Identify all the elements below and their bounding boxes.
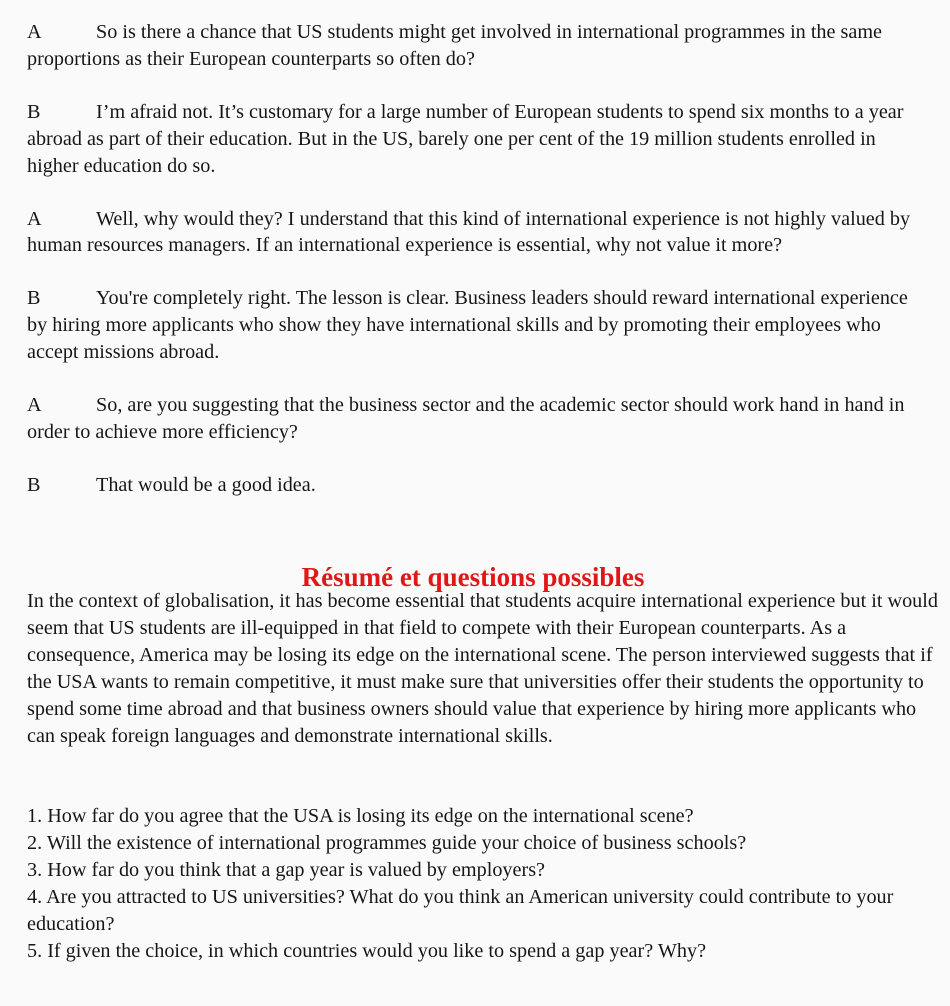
dialogue-turn-2: [27, 99, 917, 180]
summary-paragraph: In the context of globalisation, it has become essential that students acquire international experience but it would seem that US students are ill-equipped in that field to compete with their European counterparts. As a consequence, America may be losing its edge on the international scene. The person interviewed suggests that if the USA wants to remain competitive, it must make sure that universities offer their students the opportunity to spend some time abroad and that business owners should value that experience by hiring more applicants who can speak foreign languages and demonstrate international skills.: [27, 590, 938, 747]
speaker-label: B: [27, 287, 41, 310]
question-item: 3. How far do you think that a gap year is valued by employers?: [27, 858, 546, 881]
question-item: 5. If given the choice, in which countries would you like to spend a gap year? Why?: [27, 939, 707, 962]
dialogue-text: So, are you suggesting that the business sector and the academic sector should work hand in hand in order to achieve more efficiency?: [27, 394, 905, 443]
dialogue-text: Well, why would they? I understand that this kind of international experience is not highly valued by human resources managers. If an international experience is essential, why not value it more?: [27, 207, 911, 257]
dialogue-text: So is there a chance that US students might get involved in international programmes in the same proportions as their European counterparts so often do?: [27, 21, 883, 70]
dialogue-text: That would be a good idea.: [96, 473, 316, 496]
dialogue-text: You're completely right. The lesson is clear. Business leaders should reward international experience by hiring more applicants who show they have international skills and by promoting their employees who accept missions abroad.: [27, 287, 908, 364]
speaker-label: B: [27, 100, 41, 123]
interview-dialogue: [27, 19, 917, 499]
dialogue-turn-3: [27, 206, 917, 260]
dialogue-turn-1: [27, 19, 917, 73]
dialogue-turn-5: [27, 392, 917, 446]
dialogue-text: I’m afraid not. It’s customary for a large number of European students to spend six months to a year abroad as part of their education. But in the US, barely one per cent of the 19 million students enrolled in higher education do so.: [27, 100, 904, 177]
section-title: Résumé et questions possibles: [301, 562, 645, 593]
question-item: 4. Are you attracted to US universities? What do you think an American university could contribute to your education?: [27, 885, 894, 935]
speaker-label: A: [27, 21, 42, 43]
question-item: 2. Will the existence of international programmes guide your choice of business schools?: [27, 831, 747, 854]
speaker-label: B: [27, 473, 41, 496]
speaker-label: A: [27, 394, 42, 417]
questions-list: [27, 803, 927, 964]
dialogue-turn-6: [27, 472, 917, 499]
dialogue-turn-4: [27, 285, 917, 366]
question-item: 1. How far do you agree that the USA is losing its edge on the international scene?: [27, 805, 694, 827]
speaker-label: A: [27, 207, 42, 230]
